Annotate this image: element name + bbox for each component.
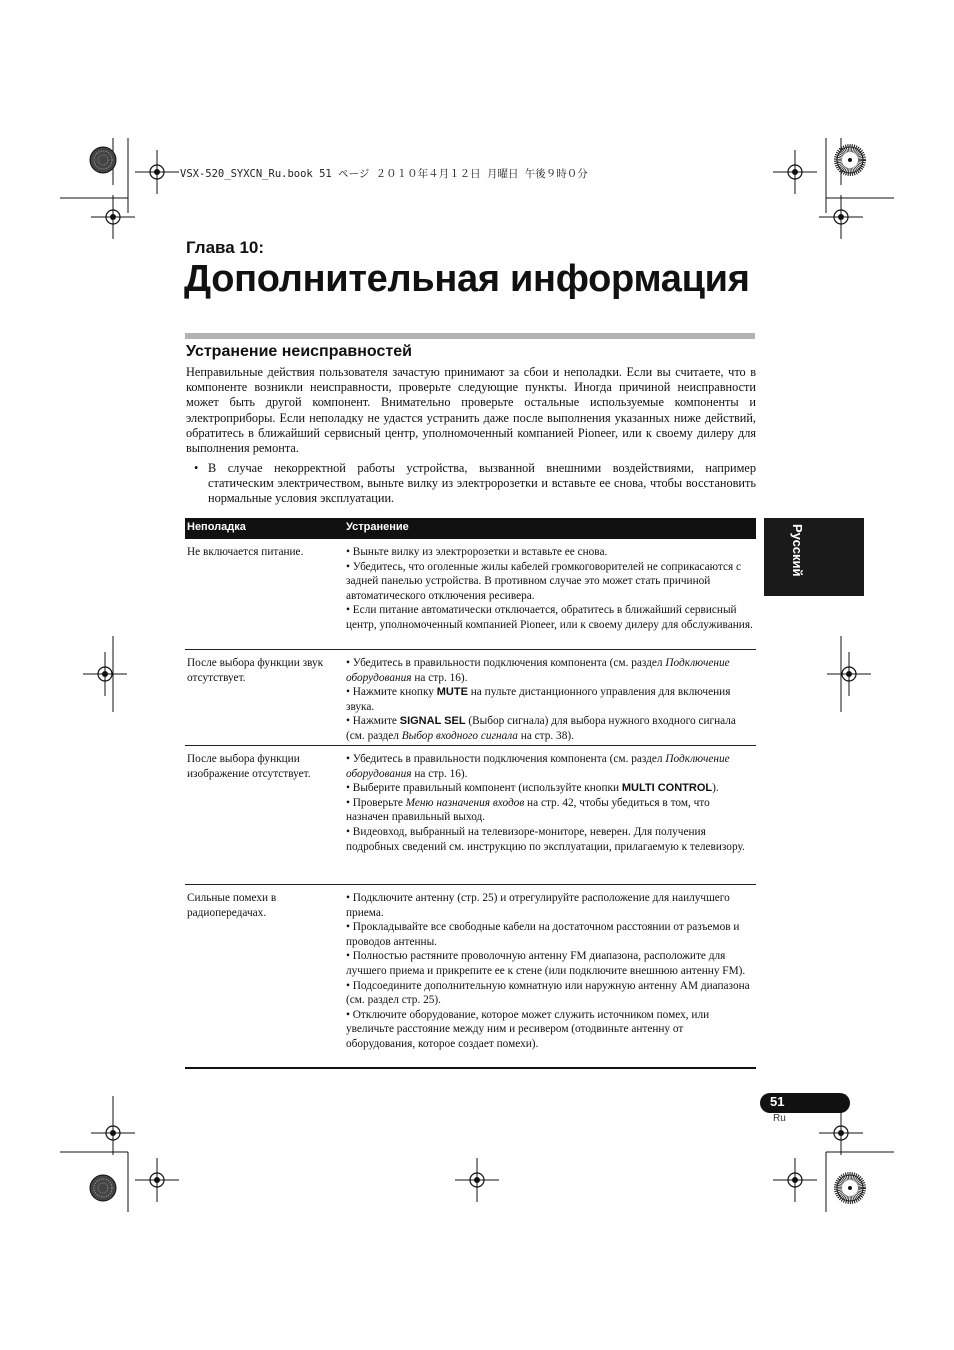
remedy-text: на стр. 16). — [411, 767, 468, 780]
remedy-text: • Если питание автоматически отключается, обратитесь в ближайший сервисный центр, уполномоченный компанией Pioneer, или к своему дилеру для обслуживания. — [346, 604, 753, 631]
remedy-text: • Выньте вилку из электророзетки и вставьте ее снова. — [346, 546, 608, 558]
remedy-text: на стр. 42, чтобы убедиться в том, что назначен правильный выход. — [346, 796, 710, 824]
remedy-text: на стр. 38). — [517, 729, 574, 742]
section-reference: Меню назначения входов — [405, 796, 525, 809]
remedy-cell — [346, 656, 754, 744]
remedy-item — [346, 979, 754, 1008]
remedy-text: • Прокладывайте все свободные кабели на достаточном расстоянии от разъемов и проводов антенны. — [346, 921, 740, 948]
remedy-item — [346, 825, 754, 854]
remedy-text: • Отключите оборудование, которое может служить источником помех, или увеличьте расстояние между ним и ресивером (отодвиньте антенну от оборудования, которое создает помехи). — [346, 1008, 710, 1050]
bullet-marker: • — [194, 461, 199, 475]
problem-cell: После выбора функции звук отсутствует. — [187, 657, 324, 684]
remedy-cell — [346, 891, 754, 1052]
remedy-item — [346, 752, 754, 781]
button-name: MUTE — [436, 686, 468, 699]
button-name: SIGNAL SEL — [399, 715, 466, 728]
remedy-text: • Проверьте — [346, 796, 406, 809]
remedy-item — [346, 920, 754, 949]
section-reference: Выбор входного сигнала — [401, 729, 518, 742]
remedy-text: • Видеовход, выбранный на телевизоре-мониторе, неверен. Для получения подробных сведений см. инструкцию по эксплуатации, прилагаемую к телевизору. — [346, 825, 745, 853]
remedy-item — [346, 685, 754, 714]
remedy-text: на пульте дистанционного управления для включения звука. — [346, 686, 731, 713]
column-header-remedy: Устранение — [346, 521, 409, 533]
page-language-code: Ru — [773, 1113, 786, 1124]
table-row — [185, 650, 756, 746]
table-row — [185, 885, 756, 1069]
remedy-text: на стр. 16). — [411, 671, 468, 684]
remedy-cell — [346, 545, 754, 633]
bullet-text: В случае некорректной работы устройства, вызванной внешними воздействиями, например статическим электричеством, выньте вилку из электророзетки и вставьте ее снова, чтобы восстановить нормальные условия эксплуатации. — [208, 461, 756, 506]
section-reference: Подключение оборудования — [346, 753, 730, 780]
section-divider — [185, 333, 755, 339]
remedy-item — [346, 603, 754, 632]
language-tab-label: Русский — [790, 524, 805, 577]
remedy-text: • Нажмите кнопку — [346, 686, 437, 699]
intro-paragraph: Неправильные действия пользователя зачастую принимают за сбои и неполадки. Если вы считаете, что в компоненте возникли неисправности, проверьте следующие пункты. Иногда причиной неисправности может быть другой компонент. Внимательно проверьте остальные используемые компоненты и электроприборы. Если неполадку не удастся устранить даже после выполнения указанных ниже действий, обратитесь в ближайший сервисный центр, уполномоченный компанией Pioneer, или к своему дилеру для выполнения ремонта. — [186, 365, 756, 456]
problem-cell: Сильные помехи в радиопередачах. — [187, 892, 277, 919]
column-header-problem: Неполадка — [187, 521, 246, 533]
remedy-item — [346, 949, 754, 978]
remedy-text: • Подключите антенну (стр. 25) и отрегулируйте расположение для наилучшего приема. — [346, 892, 730, 919]
problem-cell: После выбора функции изображение отсутствует. — [187, 753, 311, 780]
table-row — [185, 539, 756, 650]
remedy-item — [346, 545, 754, 560]
problem-cell: Не включается питание. — [187, 546, 304, 558]
remedy-text: • Убедитесь, что оголенные жилы кабелей громкоговорителей не соприкасаются с задней панелью устройства. В противном случае это может стать причиной автоматического отключения ресивера. — [346, 560, 742, 602]
page-number: 51 — [770, 1094, 785, 1109]
remedy-item — [346, 714, 754, 743]
troubleshooting-table — [185, 518, 756, 1069]
remedy-item — [346, 656, 754, 685]
remedy-item — [346, 781, 754, 796]
chapter-label: Глава 10: — [186, 238, 265, 257]
remedy-text: • Убедитесь в правильности подключения компонента (см. раздел — [346, 753, 666, 765]
book-header-line: VSX-520_SYXCN_Ru.book 51 ページ ２０１０年４月１２日 月曜日 午後９時０分 — [180, 168, 588, 180]
button-name: MULTI CONTROL — [621, 782, 713, 795]
bullet-note — [186, 461, 756, 507]
section-reference: Подключение оборудования — [346, 657, 730, 684]
section-title: Устранение неисправностей — [186, 343, 412, 360]
chapter-title: Дополнительная информация — [184, 258, 750, 300]
remedy-item — [346, 1008, 754, 1052]
page-number-badge — [760, 1093, 850, 1113]
remedy-cell — [346, 752, 754, 854]
remedy-text: ). — [712, 782, 719, 795]
remedy-text: • Полностью растяните проволочную антенну FM диапазона, расположите для лучшего приема и прикрепите ее к стене (или подключите внешнюю антенну FM). — [346, 950, 746, 977]
remedy-text: • Нажмите — [346, 715, 400, 728]
remedy-item — [346, 796, 754, 825]
remedy-text: • Убедитесь в правильности подключения компонента (см. раздел — [346, 657, 666, 669]
language-tab — [764, 518, 864, 596]
remedy-text: (Выбор сигнала) для выбора нужного входного сигнала (см. раздел — [346, 715, 736, 742]
remedy-text: • Выберите правильный компонент (используйте кнопки — [346, 782, 622, 795]
remedy-item — [346, 560, 754, 604]
remedy-item — [346, 891, 754, 920]
table-header — [185, 518, 756, 539]
remedy-text: • Подсоедините дополнительную комнатную или наружную антенну AM диапазона (см. раздел стр. 25). — [346, 979, 750, 1007]
table-row — [185, 746, 756, 885]
